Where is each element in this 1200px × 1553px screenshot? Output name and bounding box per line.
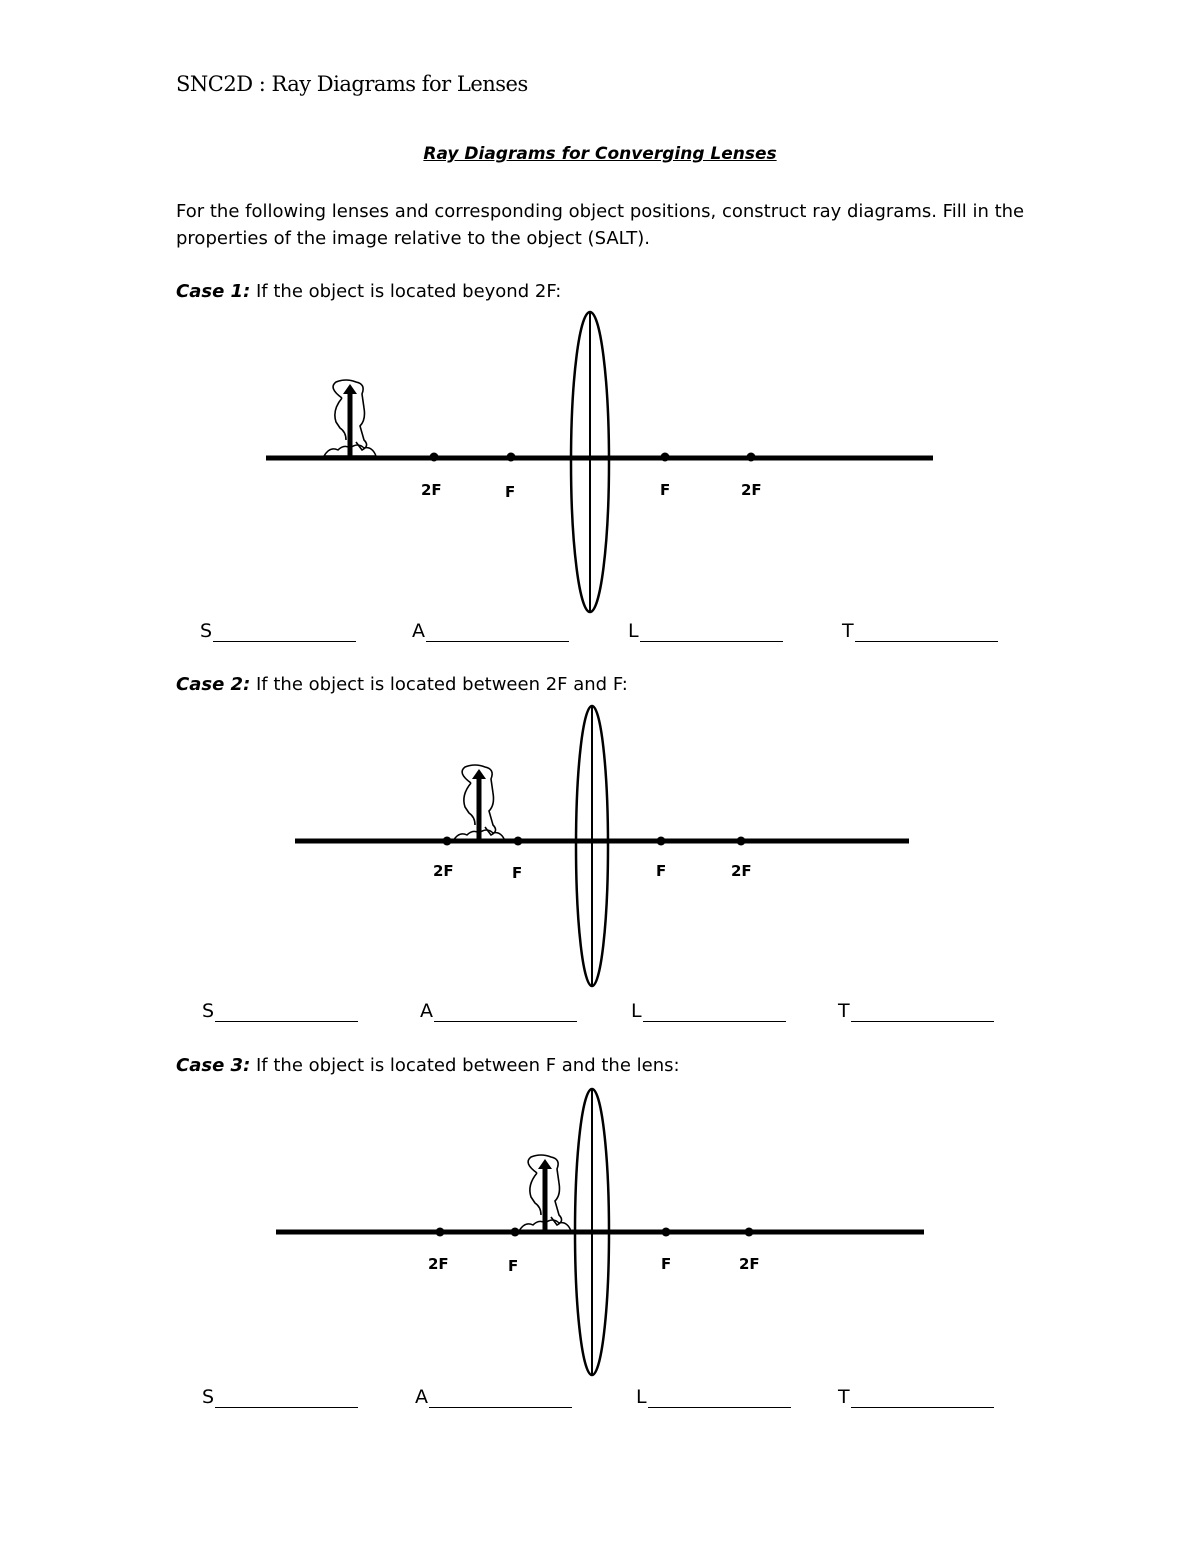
point-2f-right <box>747 453 756 462</box>
case-3-heading <box>176 1055 680 1076</box>
case-1-heading <box>176 281 561 302</box>
point-f-right <box>657 837 666 846</box>
page-header: SNC2D : Ray Diagrams for Lenses <box>176 72 528 96</box>
object-figure-icon <box>453 765 505 842</box>
point-2f-left <box>443 837 452 846</box>
case-3-location-field[interactable]: L <box>636 1386 791 1408</box>
point-2f-right <box>745 1228 754 1237</box>
case-1-size-field[interactable]: S <box>200 620 356 642</box>
point-f-right <box>661 453 670 462</box>
case-2-label: Case 2: <box>176 674 251 695</box>
case-3-diagram <box>0 1080 1200 1385</box>
object-figure-icon <box>519 1155 571 1232</box>
case-1-text: If the object is located beyond 2F: <box>250 281 562 302</box>
case-3-size-field[interactable]: S <box>202 1386 358 1408</box>
point-2f-left <box>430 453 439 462</box>
case-1-location-field[interactable]: L <box>628 620 783 642</box>
label-f-right: F <box>656 862 667 880</box>
case-1-label: Case 1: <box>176 281 251 302</box>
case-3-type-field[interactable]: T <box>838 1386 994 1408</box>
point-2f-right <box>737 837 746 846</box>
point-f-left <box>514 837 523 846</box>
point-f-right <box>662 1228 671 1237</box>
label-2f-right: 2F <box>741 481 762 499</box>
case-2-heading <box>176 674 628 695</box>
case-1-type-field[interactable]: T <box>842 620 998 642</box>
case-3-attitude-field[interactable]: A <box>415 1386 572 1408</box>
case-2-salt <box>0 1000 1200 1030</box>
case-2-text: If the object is located between 2F and F: <box>250 674 628 695</box>
case-3-label: Case 3: <box>176 1055 251 1076</box>
point-2f-left <box>436 1228 445 1237</box>
label-f-right: F <box>660 481 671 499</box>
label-f-right: F <box>661 1255 672 1273</box>
case-2-diagram <box>0 700 1200 1000</box>
object-figure-icon <box>324 380 376 457</box>
label-f-left: F <box>512 864 523 882</box>
label-f-left: F <box>508 1257 519 1275</box>
label-2f-left: 2F <box>421 481 442 499</box>
case-1-salt <box>0 620 1200 650</box>
case-3-salt <box>0 1386 1200 1416</box>
label-2f-left: 2F <box>428 1255 449 1273</box>
label-2f-right: 2F <box>731 862 752 880</box>
case-3-text: If the object is located between F and the lens: <box>250 1055 680 1076</box>
case-2-location-field[interactable]: L <box>631 1000 786 1022</box>
case-1-attitude-field[interactable]: A <box>412 620 569 642</box>
label-2f-right: 2F <box>739 1255 760 1273</box>
case-2-size-field[interactable]: S <box>202 1000 358 1022</box>
point-f-left <box>507 453 516 462</box>
case-2-type-field[interactable]: T <box>838 1000 994 1022</box>
case-2-attitude-field[interactable]: A <box>420 1000 577 1022</box>
worksheet-title: Ray Diagrams for Converging Lenses <box>423 144 777 164</box>
label-2f-left: 2F <box>433 862 454 880</box>
case-1-diagram <box>0 300 1200 620</box>
instructions: For the following lenses and corresponding object positions, construct ray diagrams. Fill in the properties of the image relative to the object (SALT). <box>176 201 1025 249</box>
point-f-left <box>511 1228 520 1237</box>
label-f-left: F <box>505 483 516 501</box>
